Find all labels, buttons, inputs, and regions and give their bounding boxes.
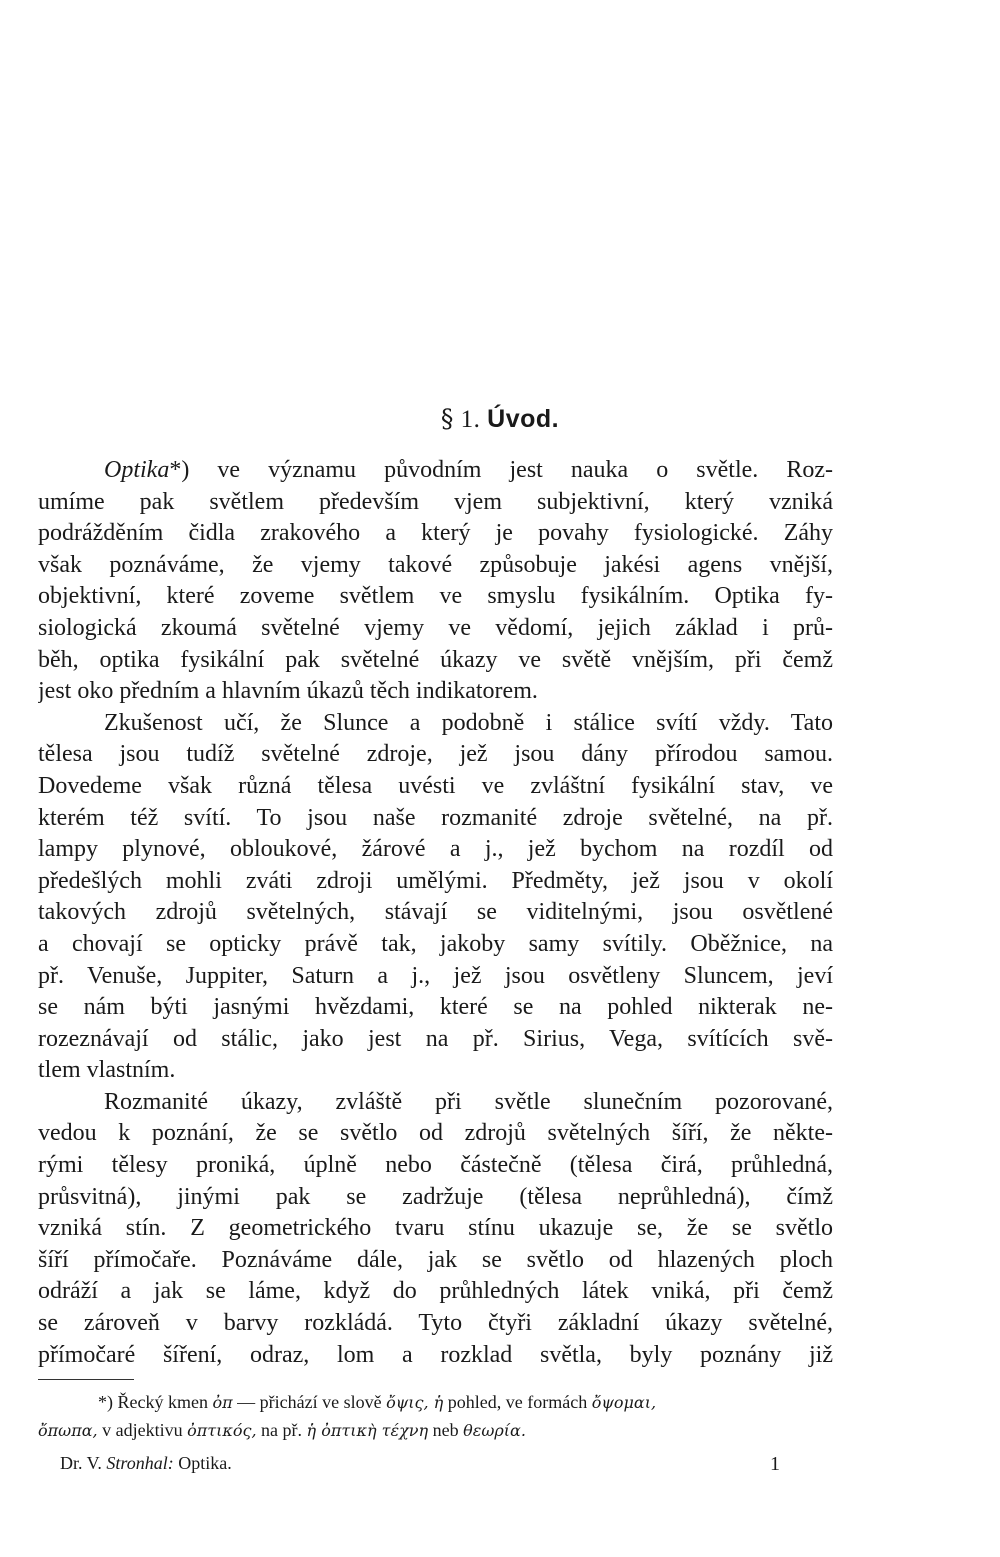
body-text [38, 455, 833, 1371]
greek-word: ὀπ [212, 1393, 233, 1412]
paragraph-line: vedou k poznání, že se světlo od zdrojů světelných šíří, že někte- [38, 1120, 833, 1147]
footnote [38, 1388, 833, 1444]
paragraph-line: tlem vlastním. [38, 1057, 176, 1084]
footnote-text: neb [432, 1420, 459, 1440]
paragraph-line: tělesa jsou tudíž světelné zdroje, jež jsou dány přírodou samou. [38, 741, 833, 768]
page-footer [60, 1453, 780, 1476]
paragraph-line: se zároveň v barvy rozkládá. Tyto čtyři základní úkazy světelné, [38, 1310, 833, 1337]
paragraph-line: Zkušenost učí, že Slunce a podobně i stálice svítí vždy. Tato [104, 709, 833, 736]
greek-word: ἡ ὀπτικὴ τέχνη [306, 1421, 429, 1440]
paragraph-line: lampy plynové, obloukové, žárové a j., jež bychom na rozdíl od [38, 836, 833, 863]
paragraph-line: rozeznávají od stálic, jako jest na př. Sirius, Vega, svítících svě- [38, 1025, 833, 1052]
paragraph-line: běh, optika fysikální pak světelné úkazy ve světě vnějším, při čemž [38, 646, 833, 673]
greek-word: ὄψομαι, [591, 1393, 657, 1412]
paragraph-line: podrážděním čidla zrakového a který je povahy fysiologické. Záhy [38, 520, 833, 547]
footnote-text: pohled, ve formách [447, 1392, 588, 1412]
greek-word: ὄψις, ἡ [386, 1393, 444, 1412]
page-number: 1 [770, 1453, 780, 1475]
paragraph-line: šíří přímočaře. Poznáváme dále, jak se světlo od hlazených ploch [38, 1246, 833, 1273]
paragraph-line: vzniká stín. Z geometrického tvaru stínu ukazuje se, že se světlo [38, 1215, 833, 1242]
paragraph-line: však poznáváme, že vjemy takové způsobuje jakési agens vnější, [38, 551, 833, 578]
paragraph-line: a chovají se opticky právě tak, jakoby samy svítily. Oběžnice, na [38, 930, 833, 957]
paragraph-line: objektivní, které zoveme světlem ve smyslu fysikálním. Optika fy- [38, 583, 833, 610]
author-prefix: Dr. V. [60, 1453, 102, 1473]
book-title: Optika. [178, 1453, 232, 1473]
footnote-line [38, 1388, 833, 1416]
footnote-text: v adjektivu [102, 1420, 183, 1440]
paragraph-line: rými tělesy proniká, úplně nebo částečně (tělesa čirá, průhledná, [38, 1152, 833, 1179]
line-text: *) ve významu původním jest nauka o světle. Roz- [169, 457, 833, 483]
greek-word: ὀπτικός, [187, 1421, 257, 1440]
paragraph-line: odráží a jak se láme, když do průhledných látek vniká, při čemž [38, 1278, 833, 1305]
paragraph-line [38, 455, 833, 487]
greek-word: ὄπωπα, [38, 1421, 98, 1440]
author-name: Stronhal: [106, 1453, 174, 1473]
paragraph-line: Dovedeme však různá tělesa uvésti ve zvláštní fysikální stav, ve [38, 772, 833, 799]
paragraph-line: průsvitná), jinými pak se zadržuje (tělesa neprůhledná), čímž [38, 1183, 833, 1210]
paragraph-line: se nám býti jasnými hvězdami, které se na pohled nikterak ne- [38, 994, 833, 1021]
footnote-text: — přichází ve slově [237, 1392, 382, 1412]
footnote-text: na př. [261, 1420, 303, 1440]
section-heading [0, 404, 1000, 434]
paragraph-line: siologická zkoumá světelné vjemy ve vědomí, jejich základ i prů- [38, 614, 833, 641]
footnote-text: *) Řecký kmen [98, 1392, 208, 1412]
section-mark: § [440, 404, 454, 433]
paragraph-line: př. Venuše, Juppiter, Saturn a j., jež jsou osvětleny Sluncem, jeví [38, 962, 833, 989]
paragraph-line: předešlých mohli zváti zdroji umělými. Předměty, jež jsou v okolí [38, 867, 833, 894]
section-title: Úvod. [487, 405, 560, 433]
running-footer [60, 1453, 232, 1476]
paragraph-line: jest oko předním a hlavním úkazů těch indikatorem. [38, 678, 538, 705]
paragraph-line: Rozmanité úkazy, zvláště při světle slunečním pozorované, [104, 1088, 833, 1115]
footnote-line [38, 1416, 833, 1444]
section-number: 1. [460, 406, 481, 433]
greek-word: θεωρία. [463, 1421, 526, 1440]
emphasized-term: Optika [104, 457, 170, 483]
paragraph-line: přímočaré šíření, odraz, lom a rozklad světla, byly poznány již [38, 1341, 833, 1368]
footnote-divider [38, 1379, 134, 1380]
paragraph-line: kterém též svítí. To jsou naše rozmanité zdroje světelné, na př. [38, 804, 833, 831]
paragraph-line: takových zdrojů světelných, stávají se viditelnými, jsou osvětlené [38, 899, 833, 926]
paragraph-line: umíme pak světlem především vjem subjektivní, který vzniká [38, 488, 833, 515]
